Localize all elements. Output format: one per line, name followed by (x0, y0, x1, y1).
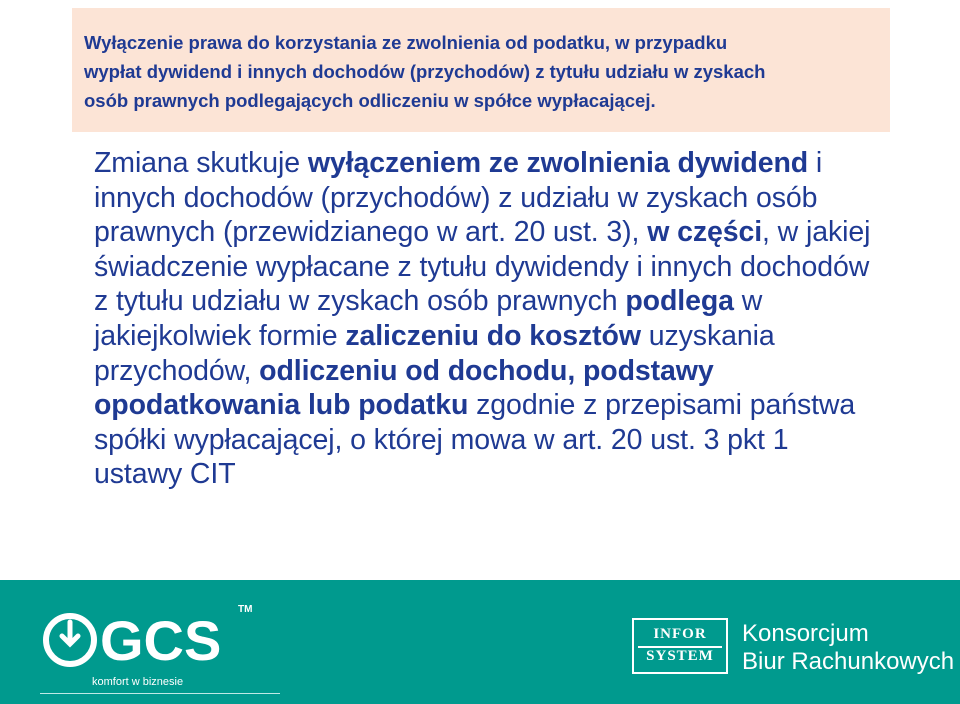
header-box (72, 8, 890, 132)
header-line-2: wypłat dywidend i innych dochodów (przychodów) z tytułu udziału w zyskach (84, 61, 766, 82)
infor-logo-line-2: SYSTEM (646, 648, 714, 664)
gcs-divider (40, 693, 280, 694)
body-text-6: zgodnie z przepisami państwa spółki wypłacającej, o której mowa w art. 20 ust. 3 pkt 1 ustawy CIT (94, 389, 856, 491)
body-bold-5: odliczeniu od dochodu, podstawy opodatkowania lub podatku (94, 354, 714, 422)
header-line-3: osób prawnych podlegających odliczeniu w spółce wypłacającej. (84, 90, 656, 111)
body-bold-4: zaliczeniu do kosztów (345, 319, 641, 352)
body-text-3: , w jakiej świadczenie wypłacane z tytułu dywidendy i innych dochodów z tytułu udziału w zyskach osób prawnych (94, 216, 871, 318)
body-paragraph (94, 146, 884, 492)
gcs-logo (40, 610, 260, 670)
gcs-trademark: TM (238, 604, 253, 615)
header-text (84, 28, 878, 115)
body-text-4: w jakiejkolwiek formie (94, 285, 763, 352)
body-text-1: Zmiana skutkuje (94, 147, 308, 179)
gcs-wordmark: GCS (100, 610, 222, 670)
gcs-tagline: komfort w biznesie (92, 676, 184, 688)
infor-logo-line-1: INFOR (653, 626, 707, 642)
gcs-arrow-icon (62, 622, 78, 644)
body-bold-2: w części (647, 216, 763, 249)
infor-system-logo (632, 618, 728, 674)
konsorcjum-line-2: Biur Rachunkowych (742, 648, 955, 675)
body-bold-1: wyłączeniem ze zwolnienia dywidend (307, 147, 809, 179)
body-text-2: i innych dochodów (przychodów) z udziału w zyskach osób prawnych (przewidzianego w art. 20 ust. 3), (94, 147, 823, 249)
konsorcjum-line-1: Konsorcjum (742, 620, 869, 647)
body-bold-3: podlega (625, 285, 734, 318)
header-line-1: Wyłączenie prawa do korzystania ze zwolnienia od podatku, w przypadku (84, 32, 728, 53)
body-text-5: uzyskania przychodów, (94, 319, 775, 387)
